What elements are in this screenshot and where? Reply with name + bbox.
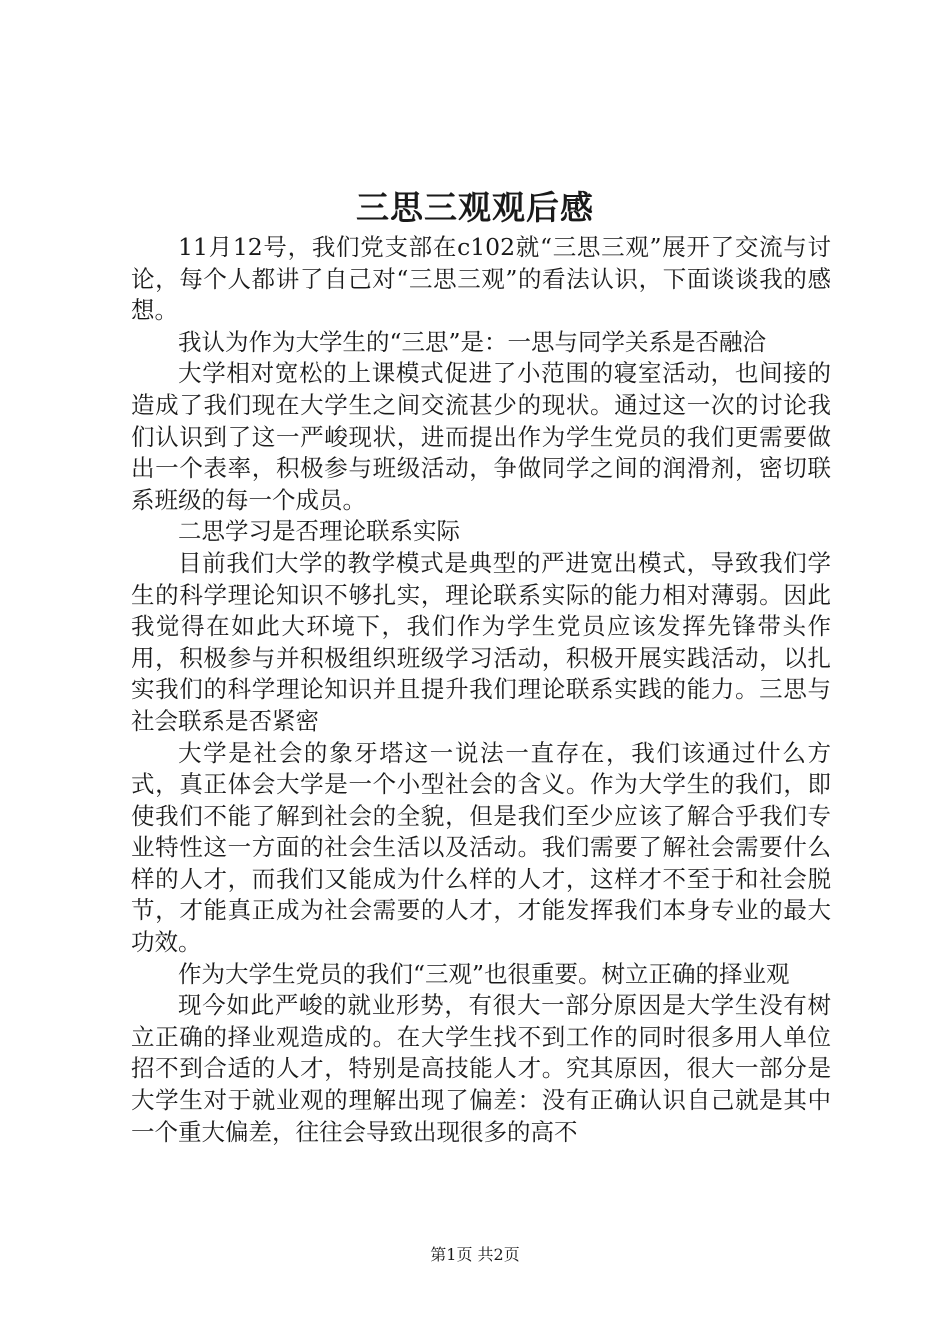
paragraph: 现今如此严峻的就业形势，有很大一部分原因是大学生没有树立正确的择业观造成的。在大学生找不到工作的同时很多用人单位招不到合适的人才，特别是高技能人才。究其原因，很大一部分是大学生对于就业观的理解出现了偏差：没有正确认识自己就是其中一个重大偏差，往往会导致出现很多的高不 (131, 991, 831, 1146)
paragraph: 作为大学生党员的我们“三观”也很重要。树立正确的择业观 (178, 959, 790, 988)
paragraph: 二思学习是否理论联系实际 (178, 517, 460, 546)
paragraph: 目前我们大学的教学模式是典型的严进宽出模式，导致我们学生的科学理论知识不够扎实，理论联系实际的能力相对薄弱。因此我觉得在如此大环境下，我们作为学生党员应该发挥先锋带头作用，积极参与并积极组织班级学习活动，积极开展实践活动，以扎实我们的科学理论知识并且提升我们理论联系实践的能力。三思与社会联系是否紧密 (131, 548, 831, 735)
paragraph: 11月12号，我们党支部在c102就“三思三观”展开了交流与讨论，每个人都讲了自己对“三思三观”的看法认识，下面谈谈我的感想。 (131, 233, 831, 325)
page-footer: 第1页 共2页 (430, 1245, 520, 1264)
paragraph: 我认为作为大学生的“三思”是：一思与同学关系是否融洽 (178, 327, 767, 356)
paragraph: 大学是社会的象牙塔这一说法一直存在，我们该通过什么方式，真正体会大学是一个小型社会的含义。作为大学生的我们，即使我们不能了解到社会的全貌，但是我们至少应该了解合乎我们专业特性这一方面的社会生活以及活动。我们需要了解社会需要什么样的人才，而我们又能成为什么样的人才，这样才不至于和社会脱节，才能真正成为社会需要的人才，才能发挥我们本身专业的最大功效。 (131, 738, 831, 957)
paragraph: 大学相对宽松的上课模式促进了小范围的寝室活动，也间接的造成了我们现在大学生之间交流甚少的现状。通过这一次的讨论我们认识到了这一严峻现状，进而提出作为学生党员的我们更需要做出一个表率，积极参与班级活动，争做同学之间的润滑剂，密切联系班级的每一个成员。 (131, 359, 831, 514)
document-title: 三思三观观后感 (356, 188, 594, 227)
document-body (131, 232, 831, 1148)
